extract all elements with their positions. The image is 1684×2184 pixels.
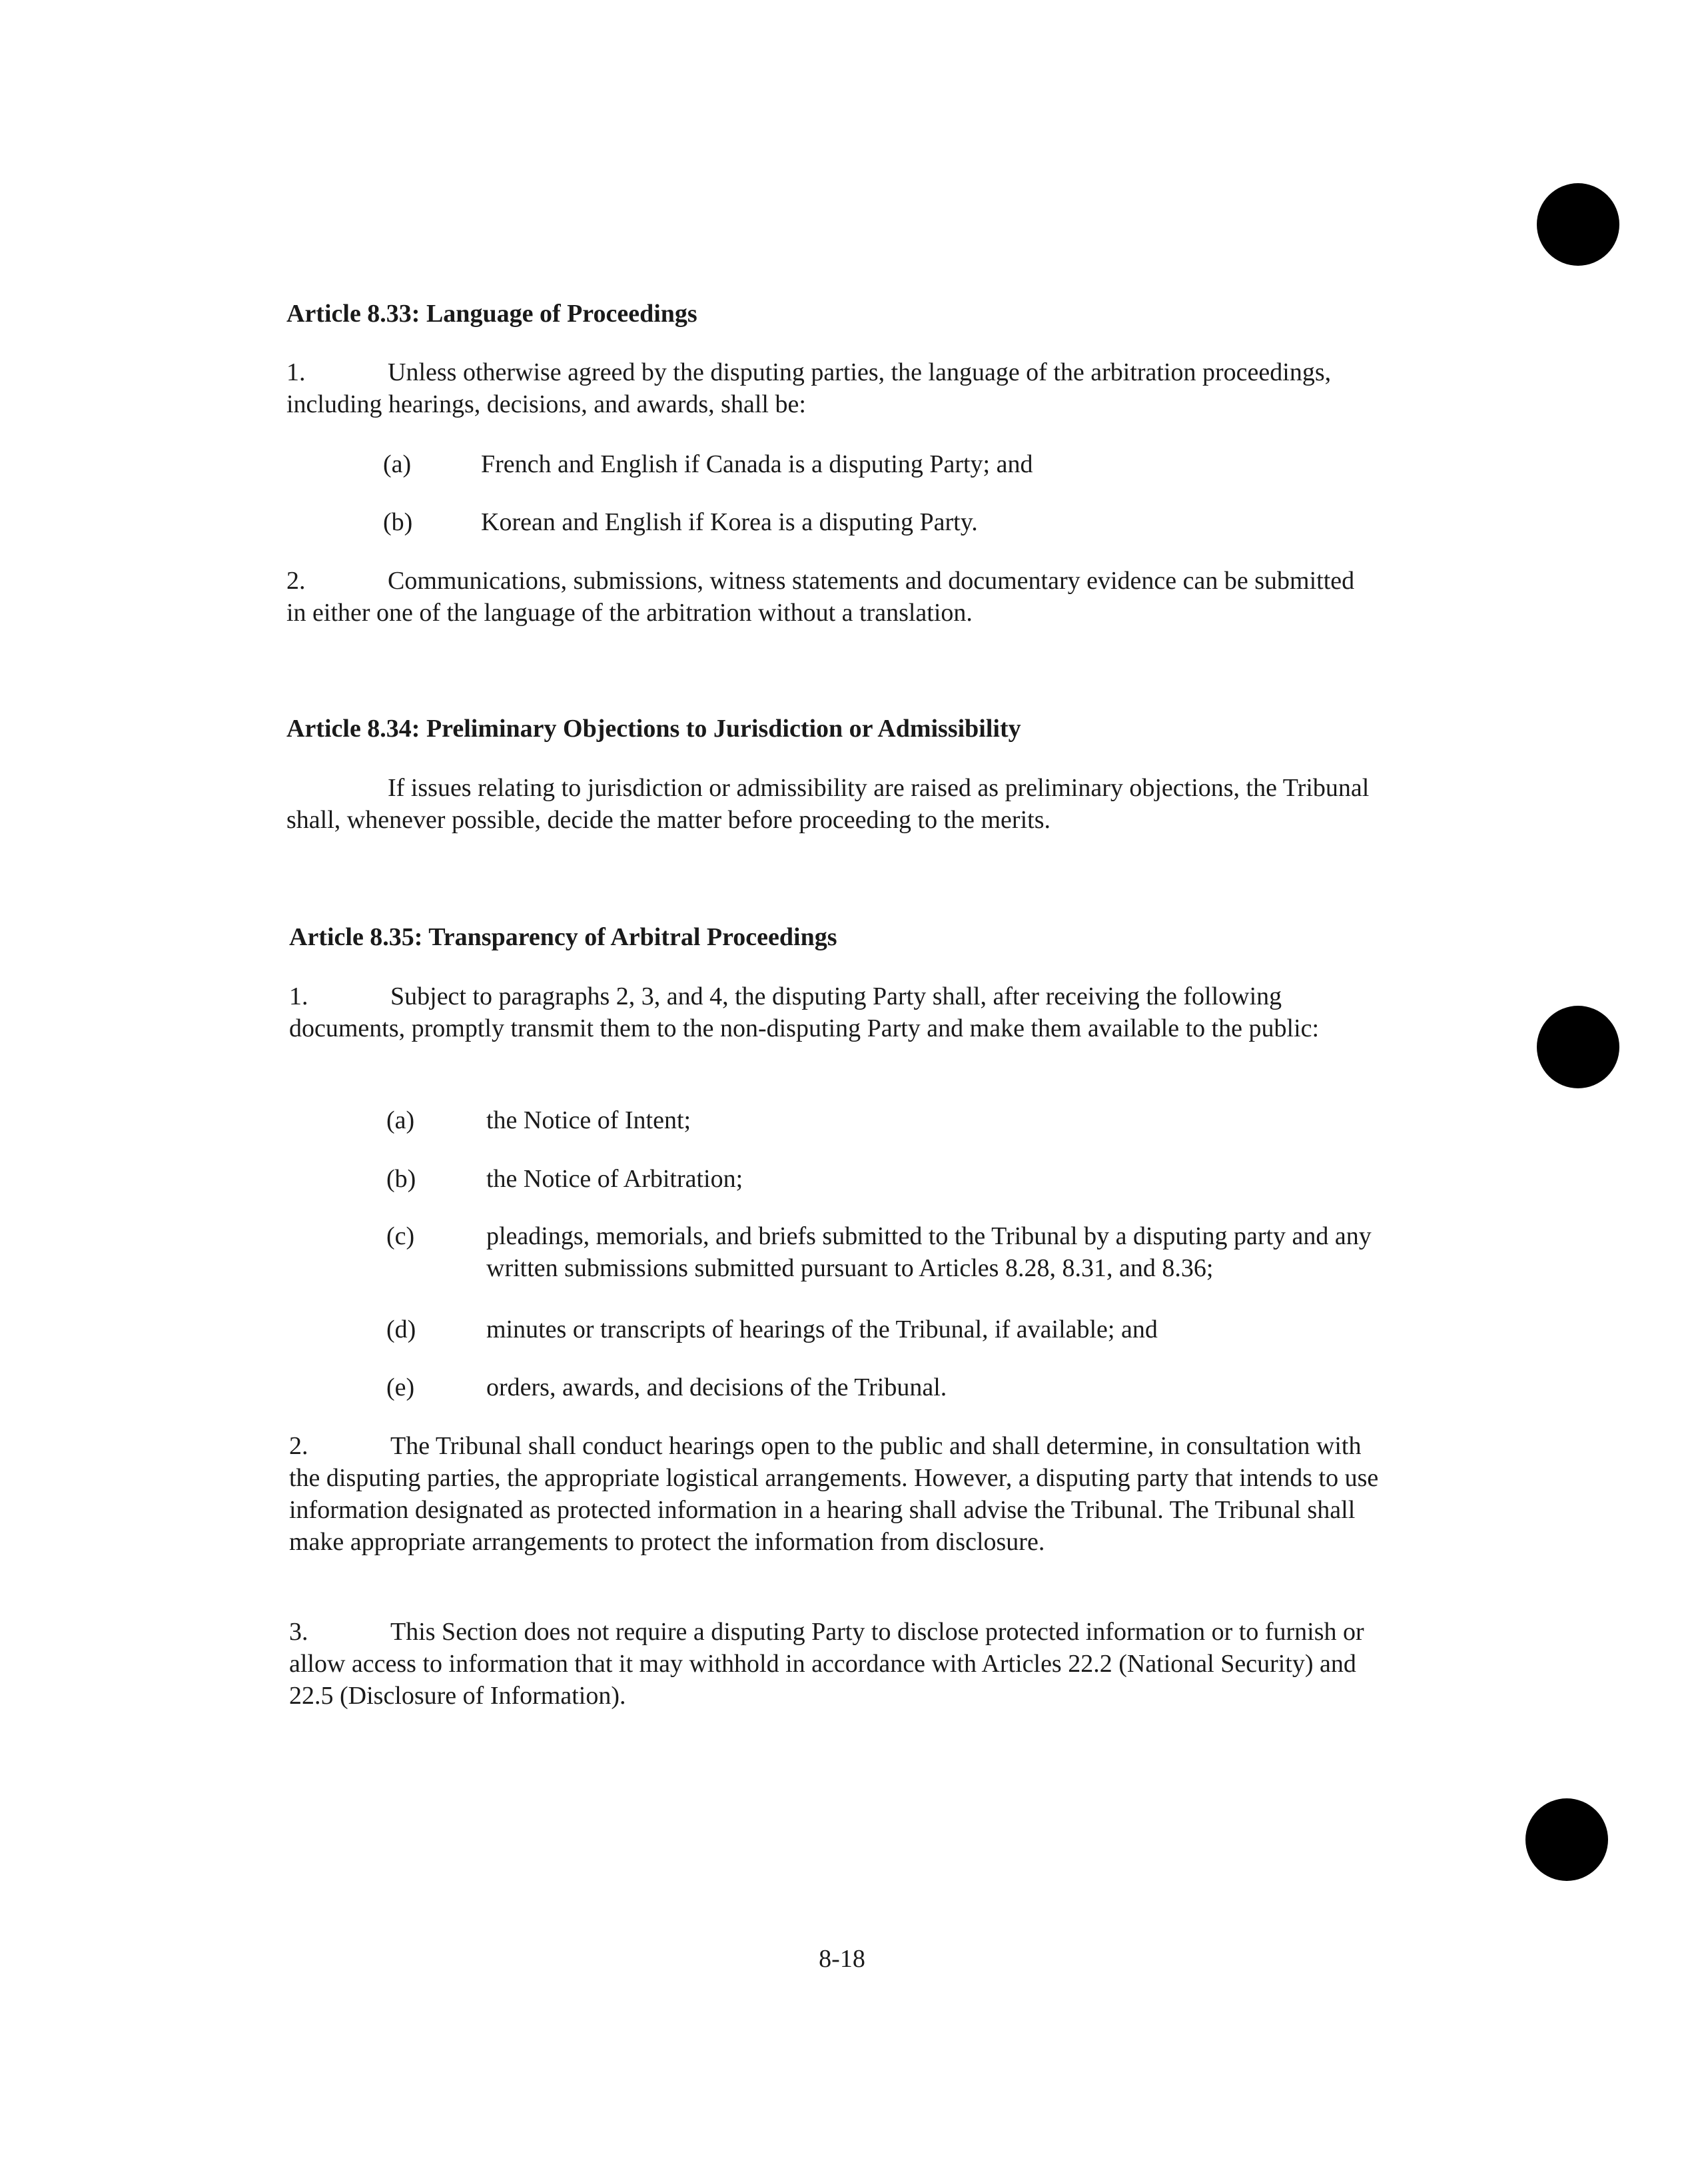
item-text: pleadings, memorials, and briefs submitted to the Tribunal by a disputing party and any written submissions submitted pursuant to Articles 8.28, 8.31, and 8.36; [486, 1222, 1372, 1282]
article-8-35-item-a [386, 1104, 1386, 1136]
article-8-33-paragraph-1 [286, 356, 1379, 420]
item-text: the Notice of Intent; [486, 1106, 691, 1134]
article-8-35-heading: Article 8.35: Transparency of Arbitral Proceedings [289, 923, 837, 951]
item-label: (c) [386, 1222, 415, 1250]
article-8-35-item-c [386, 1220, 1386, 1284]
paragraph-text: Unless otherwise agreed by the disputing parties, the language of the arbitration proceedings, including hearings, decisions, and awards, shall be: [286, 358, 1332, 418]
paragraph-text: Subject to paragraphs 2, 3, and 4, the disputing Party shall, after receiving the following documents, promptly transmit them to the non-disputing Party and make them available to the public: [289, 982, 1320, 1042]
article-8-33-item-b [383, 506, 1382, 538]
item-text: minutes or transcripts of hearings of the Tribunal, if available; and [486, 1315, 1158, 1343]
article-8-35-item-e [386, 1371, 1386, 1403]
punch-hole [1537, 183, 1619, 266]
article-8-33-paragraph-2 [286, 565, 1379, 629]
article-8-33-heading: Article 8.33: Language of Proceedings [286, 300, 697, 328]
item-text: French and English if Canada is a disputing Party; and [481, 450, 1033, 478]
item-label: (b) [383, 508, 413, 536]
punch-hole [1537, 1006, 1619, 1088]
item-text: Korean and English if Korea is a disputing Party. [481, 508, 978, 536]
article-8-35-item-b [386, 1163, 1386, 1195]
article-8-35-paragraph-2 [289, 1430, 1382, 1558]
paragraph-text: This Section does not require a disputing Party to disclose protected information or to furnish or allow access to information that it may withhold in accordance with Articles 22.2 (National Security) and 22.5 (Disclosure of Information). [289, 1618, 1364, 1710]
article-8-35-paragraph-1 [289, 980, 1382, 1044]
item-text: orders, awards, and decisions of the Tribunal. [486, 1373, 947, 1401]
item-label: (a) [386, 1106, 415, 1134]
page-number: 8-18 [819, 1945, 865, 1973]
item-label: (e) [386, 1373, 415, 1401]
paragraph-number: 1. [289, 982, 308, 1010]
paragraph-number: 2. [289, 1432, 308, 1460]
paragraph-number: 2. [286, 567, 306, 595]
paragraph-number: 1. [286, 358, 306, 386]
article-8-33-item-a [383, 448, 1382, 480]
paragraph-text: The Tribunal shall conduct hearings open to the public and shall determine, in consultation with the disputing parties, the appropriate logistical arrangements. However, a disputing party that intends to use information designated as protected information in a hearing shall advise the Tribunal. The Tribunal shall make appropriate arrangements to protect the information from disclosure. [289, 1432, 1379, 1556]
article-8-34-heading: Article 8.34: Preliminary Objections to Jurisdiction or Admissibility [286, 715, 1021, 743]
article-8-34-paragraph: If issues relating to jurisdiction or admissibility are raised as preliminary objections, the Tribunal shall, whenever possible, decide the matter before proceeding to the merits. [286, 774, 1370, 834]
item-text: the Notice of Arbitration; [486, 1165, 743, 1193]
item-label: (b) [386, 1165, 416, 1193]
item-label: (a) [383, 450, 412, 478]
article-8-35-paragraph-3 [289, 1616, 1382, 1712]
article-8-35-item-d [386, 1313, 1386, 1345]
paragraph-text: Communications, submissions, witness statements and documentary evidence can be submitted in either one of the language of the arbitration without a translation. [286, 567, 1355, 627]
item-label: (d) [386, 1315, 416, 1343]
punch-hole [1525, 1798, 1608, 1881]
paragraph-number: 3. [289, 1618, 308, 1646]
